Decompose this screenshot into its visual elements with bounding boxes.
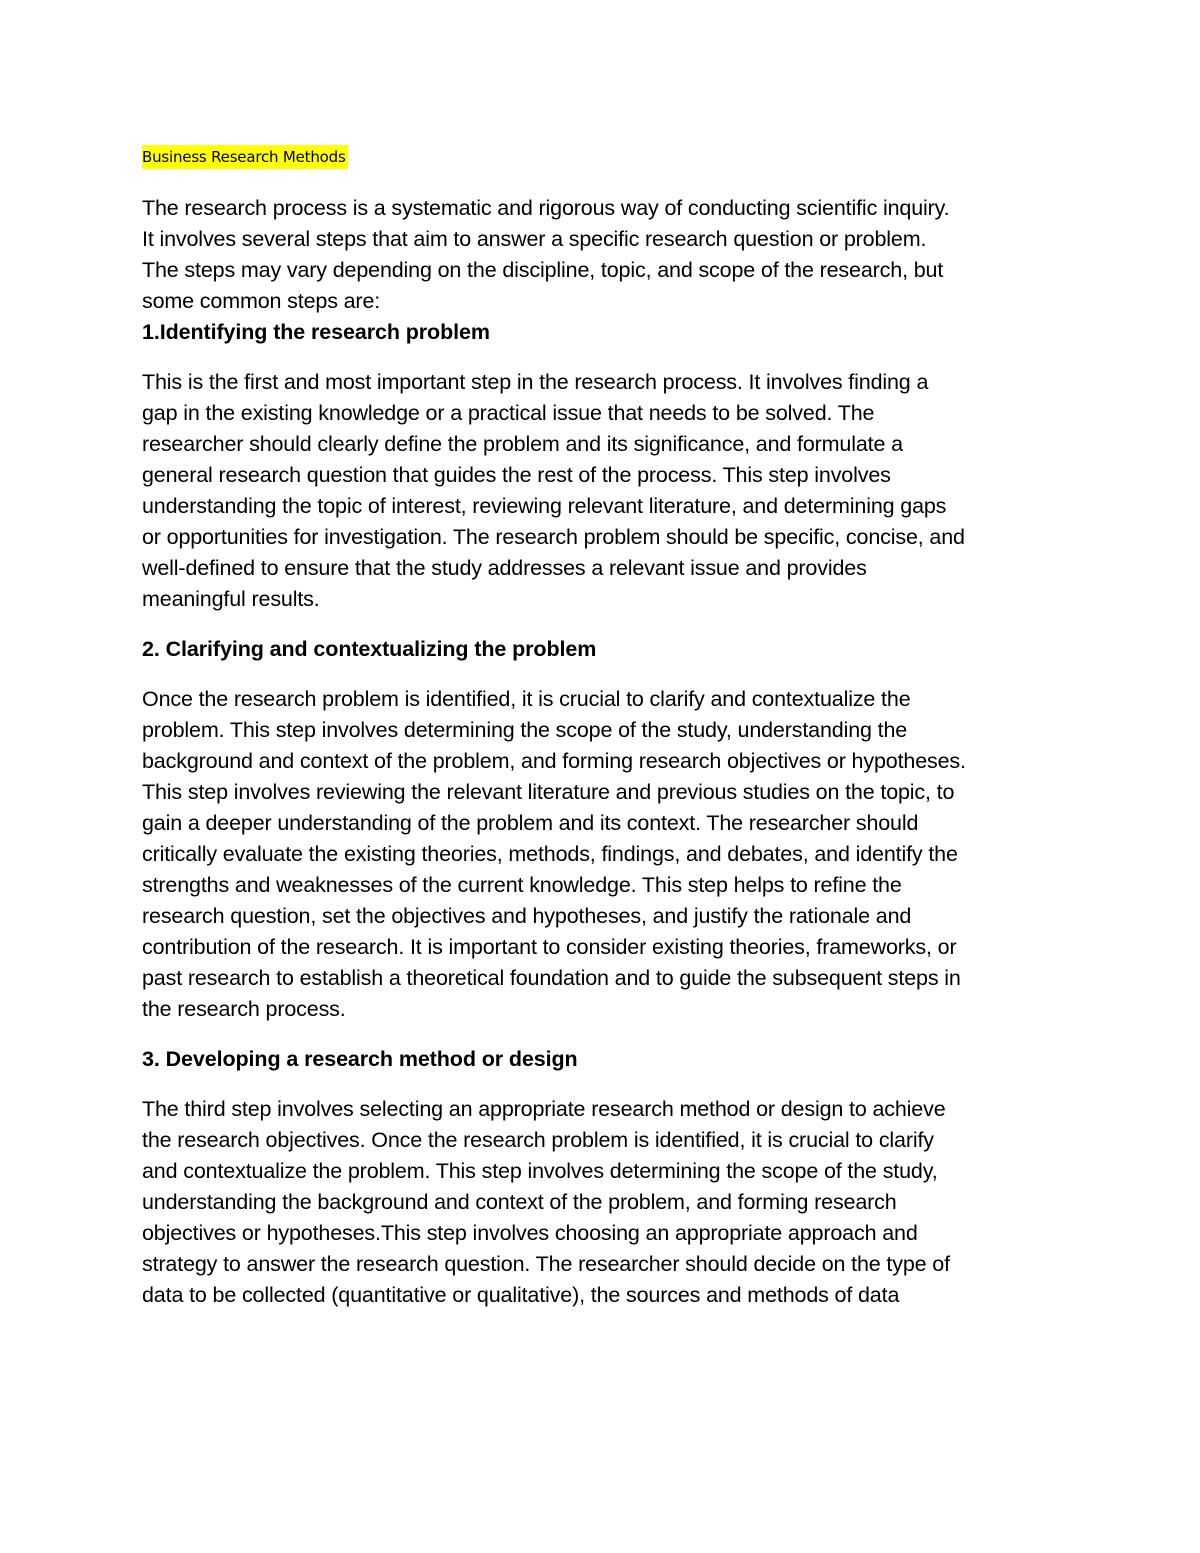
section-body-2: Once the research problem is identified, it is crucial to clarify and contextualize the problem. This step involves determining the scope of the study, understanding the background and context of the problem, and forming research objectives or hypotheses. This step involves reviewing the relevant literature and previous studies on the topic, to gain a deeper understanding of the problem and its context. The researcher should critically evaluate the existing theories, methods, findings, and debates, and identify the strengths and weaknesses of the current knowledge. This step helps to refine the research question, set the objectives and hypotheses, and justify the rationale and contribution of the research. It is important to consider existing theories, frameworks, or past research to establish a theoretical foundation and to guide the subsequent steps in the research process. (142, 687, 966, 1021)
section-heading-3: 3. Developing a research method or design (142, 1047, 578, 1071)
intro-paragraph: The research process is a systematic and rigorous way of conducting scientific inquiry. It involves several steps that aim to answer a specific research question or problem. The steps may vary depending on the discipline, topic, and scope of the research, but some common steps are: (142, 196, 950, 313)
section-body-1: This is the first and most important step in the research process. It involves finding a gap in the existing knowledge or a practical issue that needs to be solved. The researcher should clearly define the problem and its significance, and formulate a general research question that guides the rest of the process. This step involves understanding the topic of interest, reviewing relevant literature, and determining gaps or opportunities for investigation. The research problem should be specific, concise, and well-defined to ensure that the study addresses a relevant issue and provides meaningful results. (142, 370, 965, 611)
section-heading-1: 1.Identifying the research problem (142, 320, 490, 344)
section-body-3: The third step involves selecting an appropriate research method or design to achieve the research objectives. Once the research problem is identified, it is crucial to clarify and contextualize the problem. This step involves determining the scope of the study, understanding the background and context of the problem, and forming research objectives or hypotheses.This step involves choosing an appropriate approach and strategy to answer the research question. The researcher should decide on the type of data to be collected (quantitative or qualitative), the sources and methods of data (142, 1097, 950, 1307)
document-body (142, 145, 1072, 1311)
title-row (142, 145, 1072, 171)
section-heading-2: 2. Clarifying and contextualizing the problem (142, 637, 597, 661)
document-title: Business Research Methods (142, 145, 348, 169)
